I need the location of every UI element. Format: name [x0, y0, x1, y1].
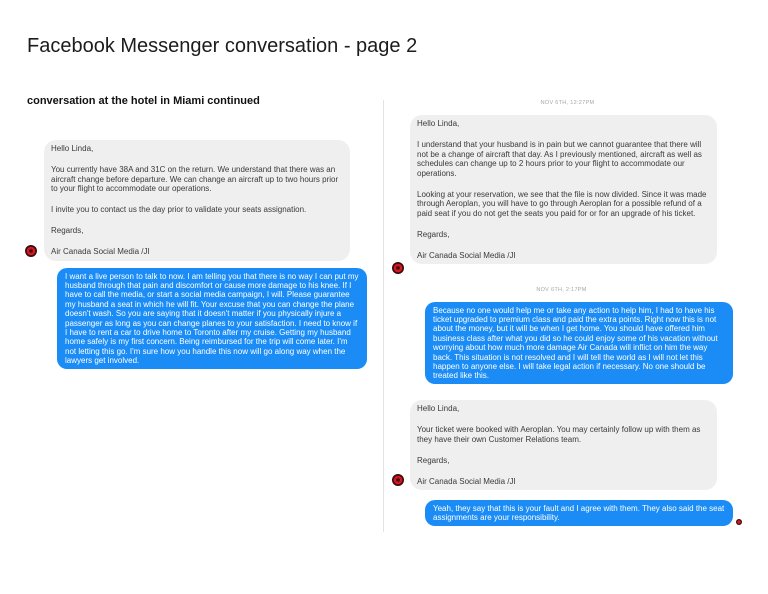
message-text: You currently have 38A and 31C on the return. We understand that there was an aircraft change before departure. We can change an aircraft up to two hours prior to your flight to accommodate our operations.: [51, 165, 339, 193]
message-text: Yeah, they say that this is your fault and I agree with them. They also said the seat assignments are your responsibility.: [433, 503, 725, 522]
message-closing: Regards,: [51, 226, 84, 235]
read-receipt-icon: [736, 519, 742, 525]
incoming-message-bubble: [410, 400, 717, 490]
message-greeting: Hello Linda,: [417, 404, 460, 413]
message-signature: Air Canada Social Media /JI: [51, 247, 150, 256]
message-signature: Air Canada Social Media /JI: [417, 250, 516, 260]
page-title: Facebook Messenger conversation - page 2: [27, 35, 418, 57]
message-text: Your ticket were booked with Aeroplan. You may certainly follow up with them as they have their own Customer Relations team.: [417, 425, 701, 444]
message-timestamp: NOV 6TH, 12:27PM: [540, 100, 595, 106]
message-closing: Regards,: [417, 229, 450, 239]
outgoing-message-bubble: [425, 500, 733, 526]
incoming-message-bubble: [44, 140, 350, 261]
message-timestamp: NOV 6TH, 2:17PM: [536, 287, 587, 293]
outgoing-message-bubble: [425, 302, 733, 384]
message-text: I want a live person to talk to now. I am telling you that there is no way I can put my husband through that pain and discomfort or cause more damage to his knee. If I have to call the media, or start a social media campaign, I will. Please guarantee my husband a seat in which he will fit. Your excuse that you can change the plane doesn't wash. So you are saying that it doesn't matter if you physically injure a passenger as long as you can change planes to your satisfaction. I need to know if I have to rent a car to drive home to Toronto after my cruise. Getting my husband home safely is my first concern. Being reimbursed for the trip will come later. I'm not letting this go. I'm sure how you handle this now will go along way when the lawyers get involved.: [65, 271, 359, 366]
air-canada-logo-icon: [392, 474, 404, 486]
message-text: I understand that your husband is in pain but we cannot guarantee that there will not be a change of aircraft that day. As I previously mentioned, aircraft as well as schedules can change up to 2 hours prior to your flight to accommodate our operations.: [417, 140, 702, 178]
outgoing-message-bubble: [57, 268, 367, 369]
message-greeting: Hello Linda,: [417, 119, 460, 128]
incoming-message-bubble: [410, 115, 717, 264]
message-signature: Air Canada Social Media /JI: [417, 476, 516, 486]
message-closing: Regards,: [417, 455, 450, 465]
air-canada-logo-icon: [25, 245, 37, 257]
sender-avatar[interactable]: [25, 245, 37, 257]
message-text: Because no one would help me or take any action to help him, I had to have his ticket upgraded to premium class and paid the extra points. Right now this is not about the money, but it will be when I get home. You should have offered him business class after what you did so he could enjoy some of his vacation without worrying about how much more damage Air Canada will inflict on him the way back. This situation is not resolved and I will tell the world as I will not let this happen to anyone else. I will take legal action if necessary. No one should be treated like this.: [433, 305, 718, 381]
right-column: [384, 95, 764, 535]
message-greeting: Hello Linda,: [51, 144, 94, 153]
section-heading: conversation at the hotel in Miami continued: [27, 95, 260, 107]
message-text: Looking at your reservation, we see that the file is now divided. Since it was made through Aeroplan, you will have to go through Aeroplan for a possible refund of a paid seat if you do not get the seats you paid for or for an upgrade of his ticket.: [417, 189, 707, 218]
air-canada-logo-icon: [392, 262, 404, 274]
left-column: [20, 90, 375, 390]
sender-avatar[interactable]: [392, 474, 404, 486]
message-text: I invite you to contact us the day prior to validate your seats assignation.: [51, 205, 307, 214]
sender-avatar[interactable]: [392, 262, 404, 274]
